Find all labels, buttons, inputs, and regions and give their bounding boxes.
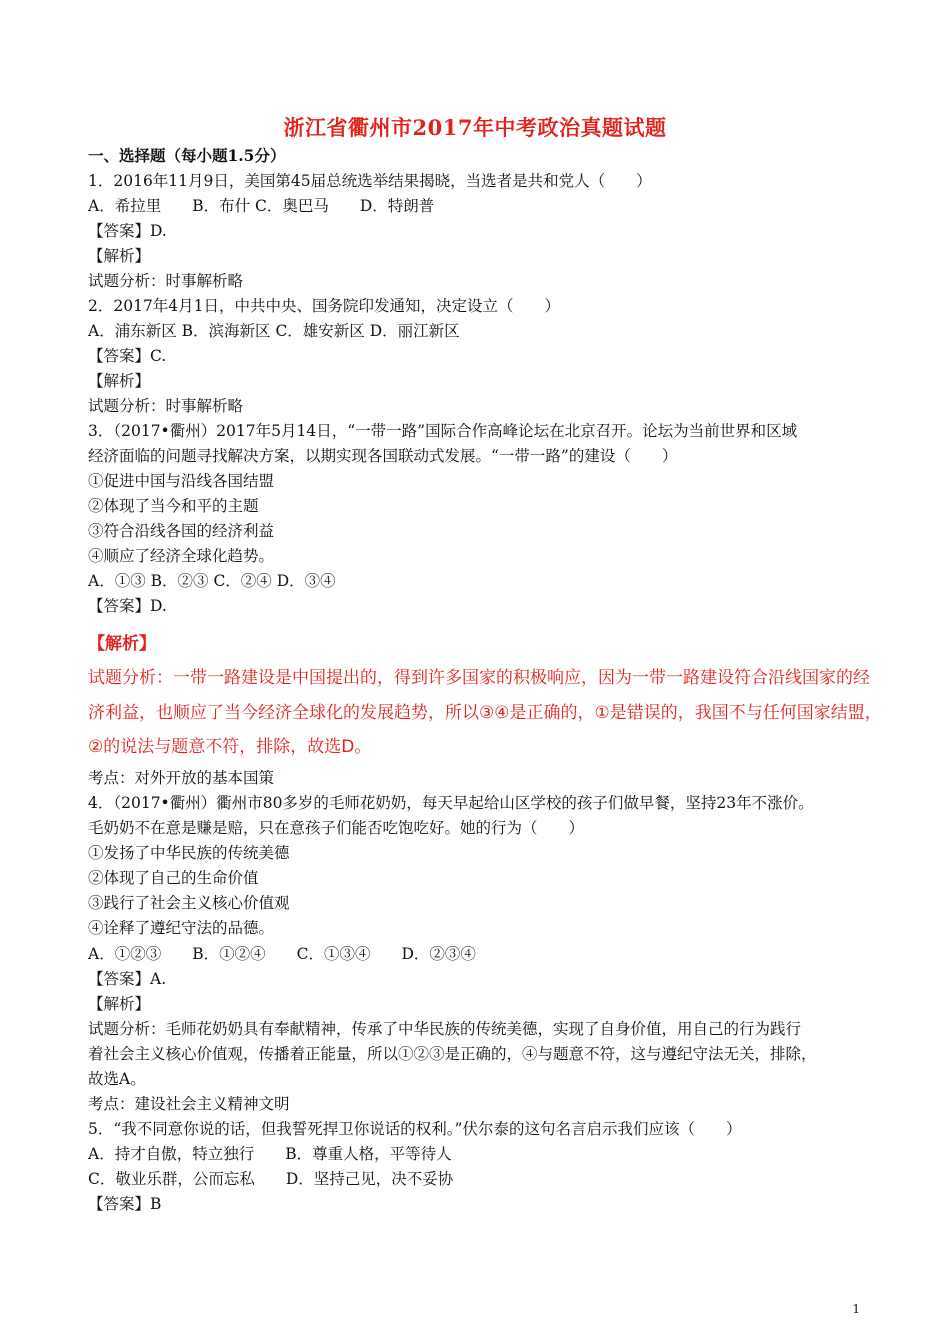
analysis-label-4: 【解析】 [88,995,151,1013]
analysis-label-2: 【解析】 [88,372,151,390]
question-4-options: A．①②③ B．①②④ C．①③④ D．②③④ [88,945,476,963]
analysis-3-line-3: ②的说法与题意不符，排除，故选D。 [88,737,372,757]
question-2: 2．2017年4月1日，中共中央、国务院印发通知，决定设立（ ） [88,297,561,315]
analysis-2: 试题分析：时事解析略 [88,397,244,415]
question-3-options: A．①③ B．②③ C．②④ D．③④ [88,572,336,590]
question-3-item-4: ④顺应了经济全球化趋势。 [88,547,275,565]
question-5-options-2: C．敬业乐群，公而忘私 D．坚持己见，决不妥协 [88,1170,454,1188]
section-heading: 一、选择题（每小题1.5分） [88,146,286,165]
answer-5: 【答案】B [88,1195,162,1213]
topic-3: 考点：对外开放的基本国策 [88,769,275,787]
answer-4: 【答案】A. [88,970,167,988]
answer-2: 【答案】C. [88,347,167,365]
topic-4: 考点：建设社会主义精神文明 [88,1095,290,1113]
question-1-options: A．希拉里 B．布什 C．奥巴马 D．特朗普 [88,197,435,215]
answer-1: 【答案】D. [88,222,167,240]
question-4-item-1: ①发扬了中华民族的传统美德 [88,844,290,862]
analysis-1: 试题分析：时事解析略 [88,272,244,290]
question-4-item-4: ④诠释了遵纪守法的品德。 [88,919,275,937]
answer-3: 【答案】D. [88,597,167,615]
page-number: 1 [852,1302,860,1316]
document-title: 浙江省衢州市2017年中考政治真题试题 [283,115,667,140]
question-3-item-2: ②体现了当今和平的主题 [88,497,259,515]
analysis-3-line-1: 试题分析：一带一路建设是中国提出的，得到许多国家的积极响应，因为一带一路建设符合沿线国家的经 [88,668,870,688]
analysis-3-line-2: 济利益，也顺应了当今经济全球化的发展趋势，所以③④是正确的，①是错误的，我国不与任何国家结盟， [88,703,882,723]
analysis-4-line-1: 试题分析：毛师花奶奶具有奉献精神，传承了中华民族的传统美德，实现了自身价值，用自己的行为践行 [88,1020,802,1038]
question-3-item-1: ①促进中国与沿线各国结盟 [88,472,275,490]
question-3-line-2: 经济面临的问题寻找解决方案，以期实现各国联动式发展。“一带一路”的建设（ ） [88,447,678,465]
question-1: 1．2016年11月9日，美国第45届总统选举结果揭晓，当选者是共和党人（ ） [88,172,652,190]
analysis-label-3: 【解析】 [88,634,156,654]
question-5: 5．“我不同意你说的话，但我誓死捍卫你说话的权利。”伏尔泰的这句名言启示我们应该（ ） [88,1120,742,1138]
question-4-line-1: 4．（2017•衢州）衢州市80多岁的毛师花奶奶，每天早起给山区学校的孩子们做早餐，坚持23年不涨价。 [88,794,814,812]
analysis-4-line-3: 故选A。 [88,1070,146,1088]
question-4-item-3: ③践行了社会主义核心价值观 [88,894,290,912]
question-3-line-1: 3．（2017•衢州）2017年5月14日，“一带一路”国际合作高峰论坛在北京召开。论坛为当前世界和区域 [88,422,798,440]
question-4-line-2: 毛奶奶不在意是赚是赔，只在意孩子们能否吃饱吃好。她的行为（ ） [88,819,585,837]
analysis-label-1: 【解析】 [88,247,151,265]
question-3-item-3: ③符合沿线各国的经济利益 [88,522,275,540]
question-4-item-2: ②体现了自己的生命价值 [88,869,259,887]
question-2-options: A．浦东新区 B．滨海新区 C．雄安新区 D．丽江新区 [88,322,460,340]
analysis-4-line-2: 着社会主义核心价值观，传播着正能量，所以①②③是正确的，④与题意不符，这与遵纪守法无关，排除， [88,1045,817,1063]
question-5-options-1: A．持才自傲，特立独行 B．尊重人格，平等待人 [88,1145,452,1163]
